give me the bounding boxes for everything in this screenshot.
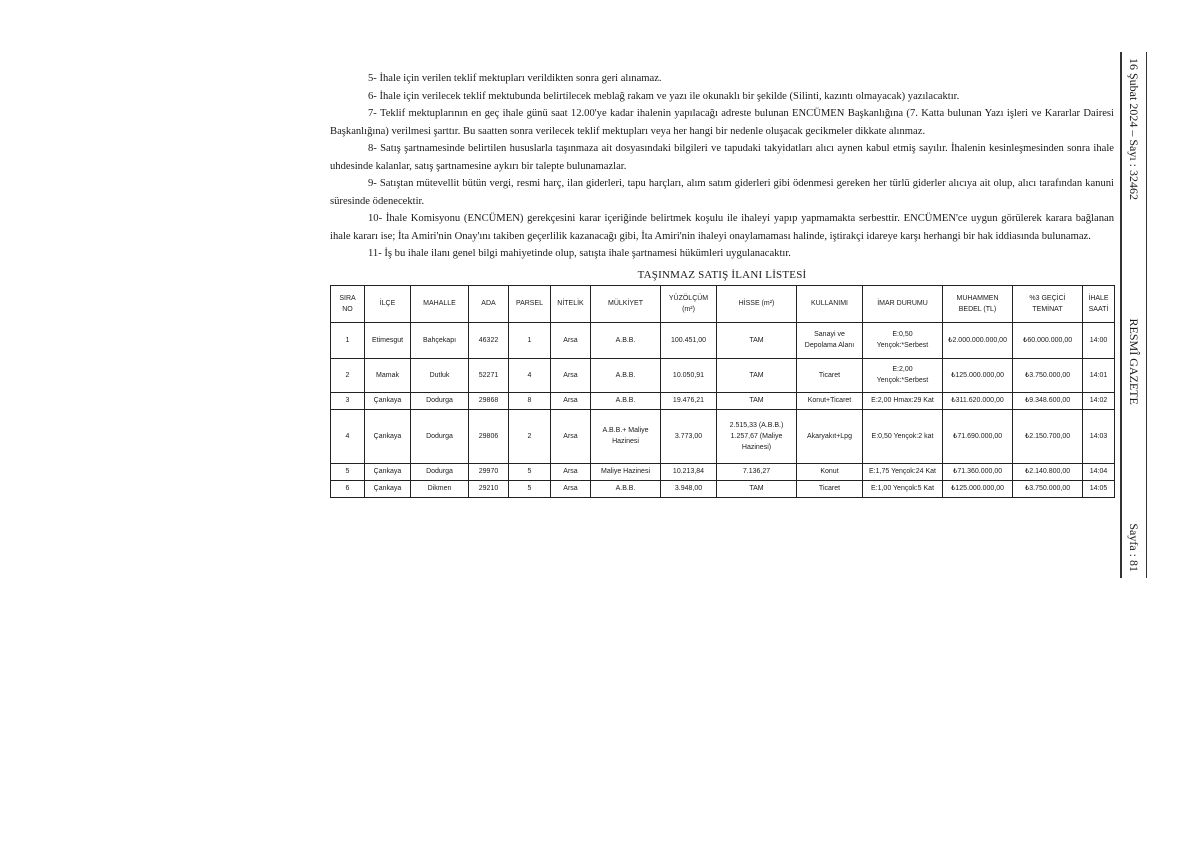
column-header: MUHAMMEN BEDEL (TL) [943, 285, 1013, 322]
column-header: MAHALLE [411, 285, 469, 322]
table-cell: 5 [331, 463, 365, 480]
table-cell: 2.515,33 (A.B.B.) 1.257,67 (Maliye Hazinesi) [717, 409, 797, 463]
table-cell: 8 [509, 392, 551, 409]
column-header: İLÇE [365, 285, 411, 322]
column-header: %3 GEÇİCİ TEMİNAT [1013, 285, 1083, 322]
gazette-name: RESMÎ GAZETE [1127, 318, 1142, 405]
paragraph-item: 11- İş bu ihale ilanı genel bilgi mahiyetinde olup, satışta ihale şartnamesi hükümleri uygulanacaktır. [368, 248, 791, 259]
table-cell: Konut+Ticaret [797, 392, 863, 409]
table-cell: Ticaret [797, 358, 863, 392]
table-cell: 6 [331, 480, 365, 497]
table-cell: Mamak [365, 358, 411, 392]
document-body [330, 70, 1114, 498]
table-cell: TAM [717, 480, 797, 497]
table-cell: Maliye Hazinesi [591, 463, 661, 480]
paragraph-item: 10- İhale Komisyonu (ENCÜMEN) gerekçesini karar içeriğinde belirtmek koşulu ile ihaleyi yapıp yapmamakta serbesttir. ENCÜMEN'ce uygun görülerek karara bağlanan ihale kararı ise; İta Amiri'nin Onay'ını takiben geçerlilik kazanacağı gibi, İta Amiri'nin ihaleyi onaylamaması halinde, iştirakçi idareye karşı herhangi bir hak iddiasında bulunamaz. [330, 213, 1114, 242]
column-header: SIRA NO [331, 285, 365, 322]
table-cell: ₺311.620.000,00 [943, 392, 1013, 409]
paragraph-item: 9- Satıştan mütevellit bütün vergi, resmi harç, ilan giderleri, tapu harçları, alım satım giderleri gibi ödenmesi gereken her türlü giderler alıcıya ait olup, alıcı tarafından kanuni süresinde ödenecektir. [330, 178, 1114, 207]
table-cell: ₺3.750.000,00 [1013, 480, 1083, 497]
table-cell: 2 [331, 358, 365, 392]
column-header: PARSEL [509, 285, 551, 322]
table-cell: 46322 [469, 322, 509, 358]
table-cell: 10.050,91 [661, 358, 717, 392]
table-cell: 14:02 [1083, 392, 1115, 409]
gazette-sidebar [1120, 52, 1147, 578]
paragraph-list [330, 70, 1114, 263]
table-cell: 29806 [469, 409, 509, 463]
table-cell: Arsa [551, 480, 591, 497]
table-row [331, 463, 1115, 480]
table-cell: Çankaya [365, 480, 411, 497]
table-cell: A.B.B. [591, 480, 661, 497]
property-sale-table [330, 285, 1115, 498]
paragraph-item: 6- İhale için verilecek teklif mektubunda belirtilecek meblağ rakam ve yazı ile okunaklı bir şekilde (Silinti, kazıntı olmayacak) yazılacaktır. [368, 90, 960, 102]
table-cell: 29970 [469, 463, 509, 480]
column-header: İHALE SAATİ [1083, 285, 1115, 322]
table-cell: 2 [509, 409, 551, 463]
table-cell: 10.213,84 [661, 463, 717, 480]
table-cell: 7.136,27 [717, 463, 797, 480]
column-header: ADA [469, 285, 509, 322]
paragraph-item: 7- Teklif mektuplarının en geç ihale günü saat 12.00'ye kadar ihalenin yapılacağı adreste bulunan ENCÜMEN Başkanlığına (7. Katta bulunan Yazı işleri ve Kararlar Dairesi Başkanlığına) verilmesi şarttır. Bu saatten sonra verilecek teklif mektupları veya her hangi bir nedenle oluşacak gecikmeler dikkate alınmaz. [330, 108, 1114, 137]
table-cell: TAM [717, 358, 797, 392]
table-cell: Bahçekapı [411, 322, 469, 358]
column-header: YÜZÖLÇÜM (m²) [661, 285, 717, 322]
table-cell: 100.451,00 [661, 322, 717, 358]
column-header: NİTELİK [551, 285, 591, 322]
table-cell: Dodurga [411, 409, 469, 463]
table-cell: Dutluk [411, 358, 469, 392]
table-cell: Dikmen [411, 480, 469, 497]
table-cell: E:1,75 Yençok:24 Kat [863, 463, 943, 480]
table-cell: ₺2.000.000.000,00 [943, 322, 1013, 358]
table-cell: ₺125.000.000,00 [943, 480, 1013, 497]
table-cell: 4 [331, 409, 365, 463]
table-cell: 5 [509, 463, 551, 480]
table-cell: E:0,50 Yençok:2 kat [863, 409, 943, 463]
table-cell: 19.476,21 [661, 392, 717, 409]
table-cell: Konut [797, 463, 863, 480]
table-cell: 14:01 [1083, 358, 1115, 392]
table-cell: Çankaya [365, 409, 411, 463]
table-cell: 1 [509, 322, 551, 358]
table-cell: E:0,50 Yençok:*Serbest [863, 322, 943, 358]
table-cell: A.B.B. [591, 392, 661, 409]
table-cell: Akaryakıt+Lpg [797, 409, 863, 463]
page-number: Sayfa : 81 [1127, 523, 1142, 572]
table-cell: Dodurga [411, 463, 469, 480]
column-header: KULLANIMI [797, 285, 863, 322]
table-cell: 3 [331, 392, 365, 409]
table-cell: Arsa [551, 358, 591, 392]
paragraph-item: 8- Satış şartnamesinde belirtilen hususlarla taşınmaza ait dosyasındaki bilgileri ve tapudaki takyidatları alıcı aynen kabul etmiş sayılır. İhalenin kesinleşmesinden sonra ihale uhdesinde kalanlar, satış şartnamesine aykırı bir talepte bulunamazlar. [330, 143, 1114, 172]
table-cell: E:2,00 Yençok:*Serbest [863, 358, 943, 392]
table-cell: ₺2.150.700,00 [1013, 409, 1083, 463]
table-body [331, 322, 1115, 497]
table-cell: ₺71.360.000,00 [943, 463, 1013, 480]
table-cell: Ticaret [797, 480, 863, 497]
table-cell: TAM [717, 322, 797, 358]
paragraph-item: 5- İhale için verilen teklif mektupları verildikten sonra geri alınamaz. [368, 73, 662, 84]
table-cell: 4 [509, 358, 551, 392]
column-header: MÜLKİYET [591, 285, 661, 322]
table-cell: A.B.B. [591, 358, 661, 392]
column-header: İMAR DURUMU [863, 285, 943, 322]
table-cell: A.B.B. [591, 322, 661, 358]
table-row [331, 392, 1115, 409]
table-cell: TAM [717, 392, 797, 409]
table-cell: 14:03 [1083, 409, 1115, 463]
table-row [331, 322, 1115, 358]
table-cell: 3.773,00 [661, 409, 717, 463]
table-cell: Sanayi ve Depolama Alanı [797, 322, 863, 358]
table-cell: 3.948,00 [661, 480, 717, 497]
table-cell: ₺3.750.000,00 [1013, 358, 1083, 392]
table-cell: Çankaya [365, 392, 411, 409]
table-cell: Arsa [551, 409, 591, 463]
table-row [331, 409, 1115, 463]
table-cell: Arsa [551, 463, 591, 480]
table-header-row [331, 285, 1115, 322]
table-cell: ₺9.348.600,00 [1013, 392, 1083, 409]
table-row [331, 358, 1115, 392]
table-cell: A.B.B.+ Maliye Hazinesi [591, 409, 661, 463]
table-cell: 14:04 [1083, 463, 1115, 480]
table-cell: 52271 [469, 358, 509, 392]
table-cell: Çankaya [365, 463, 411, 480]
table-title: TAŞINMAZ SATIŞ İLANI LİSTESİ [637, 268, 807, 281]
table-cell: Etimesgut [365, 322, 411, 358]
table-cell: 14:05 [1083, 480, 1115, 497]
table-cell: 29868 [469, 392, 509, 409]
column-header: HİSSE (m²) [717, 285, 797, 322]
table-cell: ₺125.000.000,00 [943, 358, 1013, 392]
table-cell: Arsa [551, 392, 591, 409]
table-cell: ₺71.690.000,00 [943, 409, 1013, 463]
table-cell: E:2,00 Hmax:29 Kat [863, 392, 943, 409]
table-cell: ₺60.000.000,00 [1013, 322, 1083, 358]
table-cell: 1 [331, 322, 365, 358]
table-cell: Arsa [551, 322, 591, 358]
table-row [331, 480, 1115, 497]
table-cell: E:1,00 Yençok:5 Kat [863, 480, 943, 497]
table-cell: 14:00 [1083, 322, 1115, 358]
table-cell: 29210 [469, 480, 509, 497]
table-cell: 5 [509, 480, 551, 497]
table-cell: ₺2.140.800,00 [1013, 463, 1083, 480]
table-cell: Dodurga [411, 392, 469, 409]
issue-date-number: 16 Şubat 2024 – Sayı : 32462 [1127, 58, 1142, 201]
